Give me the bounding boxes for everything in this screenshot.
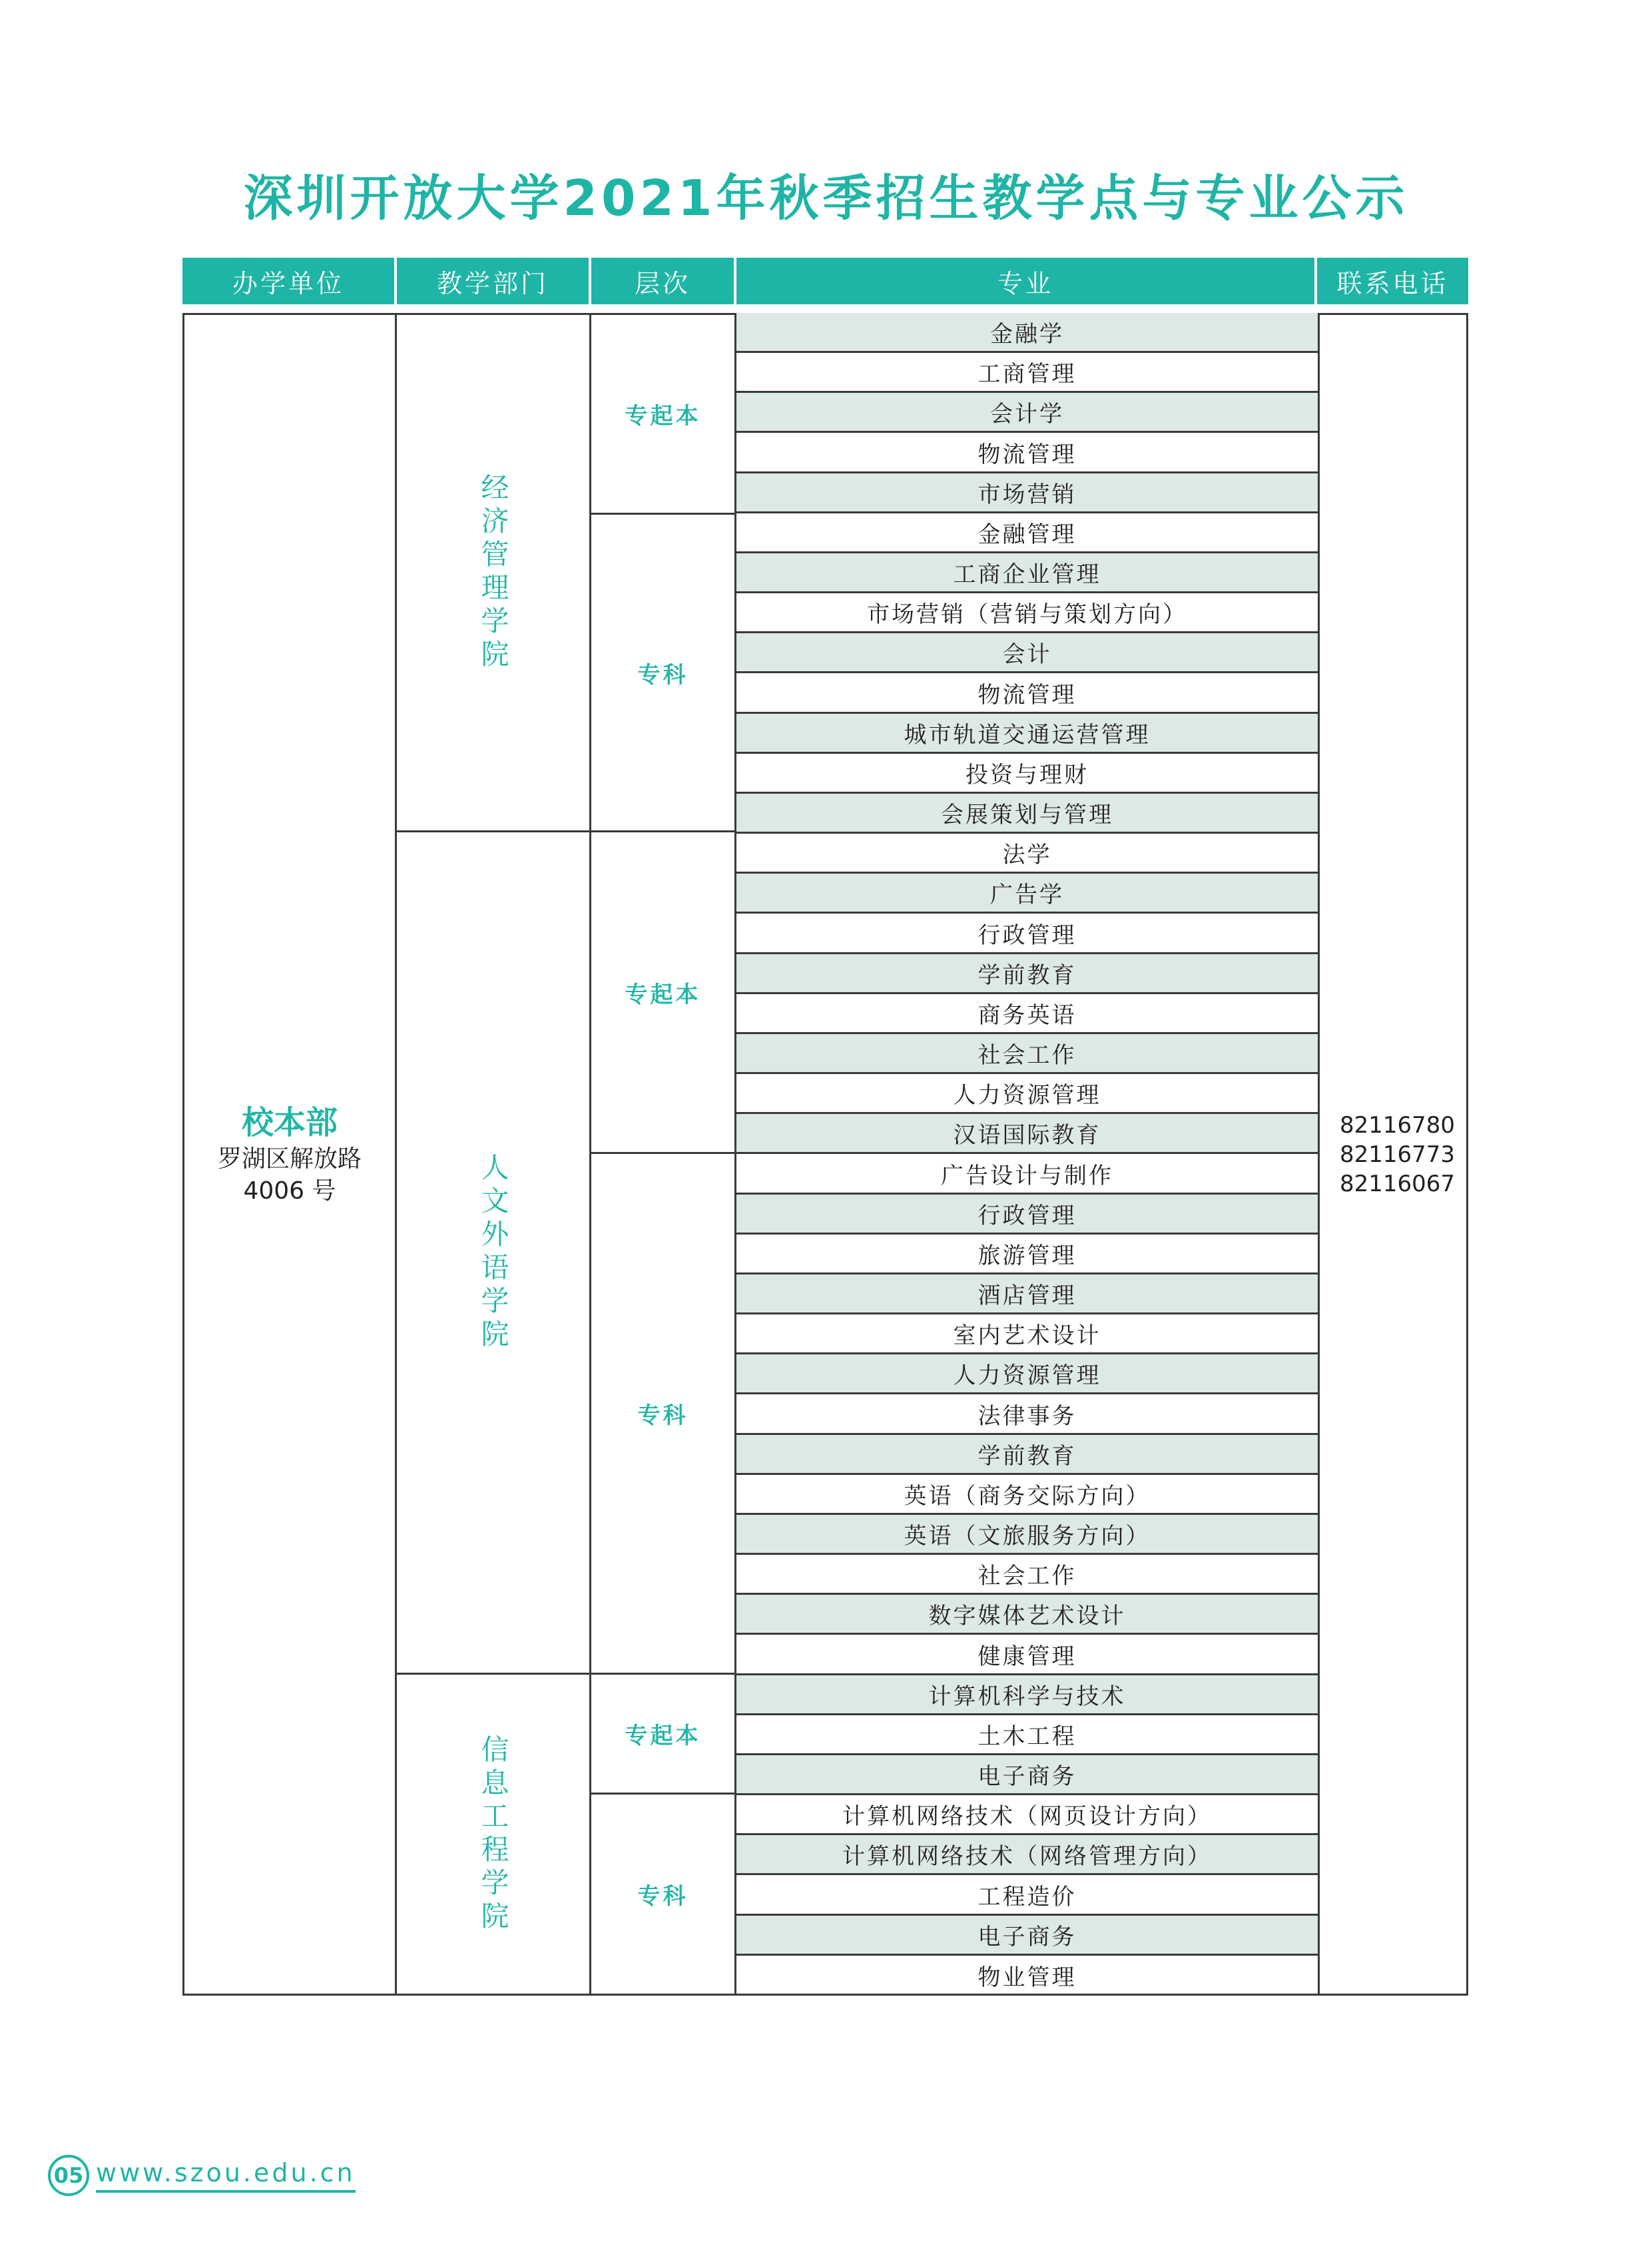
major-row: 计算机科学与技术 <box>736 1675 1318 1715</box>
major-row: 市场营销（营销与策划方向） <box>736 593 1318 633</box>
major-row: 行政管理 <box>736 1195 1318 1235</box>
major-row: 旅游管理 <box>736 1235 1318 1274</box>
header-unit: 办学单位 <box>182 258 394 304</box>
level-cell: 专科 <box>589 513 736 832</box>
unit-name: 校本部 <box>241 1103 338 1141</box>
department-name: 人文外语学院 <box>477 1153 510 1352</box>
major-row: 物流管理 <box>736 674 1318 714</box>
major-row: 学前教育 <box>736 1435 1318 1475</box>
level-cell: 专起本 <box>589 830 736 1154</box>
major-row: 市场营销 <box>736 473 1318 513</box>
level-cell: 专起本 <box>589 1673 736 1795</box>
major-row: 行政管理 <box>736 914 1318 954</box>
major-row: 酒店管理 <box>736 1274 1318 1314</box>
footer-url[interactable]: www.szou.edu.cn <box>96 2158 356 2193</box>
department-name: 信息工程学院 <box>477 1734 510 1934</box>
major-row: 计算机网络技术（网络管理方向） <box>736 1835 1318 1875</box>
level-cell: 专科 <box>589 1793 736 1996</box>
major-row: 金融管理 <box>736 513 1318 553</box>
major-row: 物流管理 <box>736 433 1318 473</box>
header-level: 层次 <box>591 258 734 304</box>
level-cell: 专起本 <box>589 313 736 515</box>
major-row: 电子商务 <box>736 1916 1318 1956</box>
major-row: 汉语国际教育 <box>736 1114 1318 1154</box>
major-row: 工程造价 <box>736 1876 1318 1916</box>
major-row: 电子商务 <box>736 1755 1318 1795</box>
level-cell: 专科 <box>589 1152 736 1675</box>
major-row: 广告设计与制作 <box>736 1155 1318 1195</box>
department-cell <box>395 313 591 832</box>
major-row: 学前教育 <box>736 954 1318 994</box>
unit-cell <box>182 313 397 1996</box>
page-number: 05 <box>48 2155 89 2196</box>
major-row: 人力资源管理 <box>736 1074 1318 1114</box>
unit-address-line2: 4006 号 <box>243 1177 336 1205</box>
phone-cell <box>1318 313 1468 1996</box>
header-department: 教学部门 <box>397 258 589 304</box>
phone-number: 82116780 <box>1340 1111 1456 1139</box>
header-major: 专业 <box>736 258 1314 304</box>
major-row: 数字媒体艺术设计 <box>736 1595 1318 1635</box>
major-row: 社会工作 <box>736 1034 1318 1074</box>
major-row: 室内艺术设计 <box>736 1314 1318 1354</box>
phone-number: 82116773 <box>1340 1141 1456 1168</box>
major-row: 法学 <box>736 834 1318 874</box>
major-row: 投资与理财 <box>736 754 1318 794</box>
major-row: 金融学 <box>736 313 1318 353</box>
major-row: 城市轨道交通运营管理 <box>736 714 1318 754</box>
department-cell <box>395 830 591 1675</box>
major-row: 广告学 <box>736 874 1318 914</box>
major-row: 商务英语 <box>736 994 1318 1034</box>
major-row: 工商企业管理 <box>736 553 1318 593</box>
major-row: 物业管理 <box>977 1964 1077 1992</box>
major-row: 法律事务 <box>736 1395 1318 1435</box>
major-row: 社会工作 <box>736 1555 1318 1595</box>
major-row: 人力资源管理 <box>736 1354 1318 1394</box>
major-row: 会展策划与管理 <box>736 794 1318 834</box>
major-row: 计算机网络技术（网页设计方向） <box>736 1795 1318 1835</box>
major-row: 工商管理 <box>736 353 1318 393</box>
footer <box>48 2155 356 2196</box>
page-title: 深圳开放大学2021年秋季招生教学点与专业公示 <box>243 170 1409 227</box>
major-row: 会计 <box>736 633 1318 673</box>
major-row: 土木工程 <box>736 1715 1318 1755</box>
unit-address-line1: 罗湖区解放路 <box>217 1145 362 1173</box>
major-row: 会计学 <box>736 393 1318 433</box>
phone-number: 82116067 <box>1340 1170 1456 1197</box>
major-row: 英语（商务交际方向） <box>736 1475 1318 1515</box>
major-row: 英语（文旅服务方向） <box>736 1515 1318 1555</box>
department-cell <box>395 1673 591 1996</box>
header-phone: 联系电话 <box>1317 258 1468 304</box>
department-name: 经济管理学院 <box>477 473 510 673</box>
major-row: 健康管理 <box>736 1635 1318 1675</box>
